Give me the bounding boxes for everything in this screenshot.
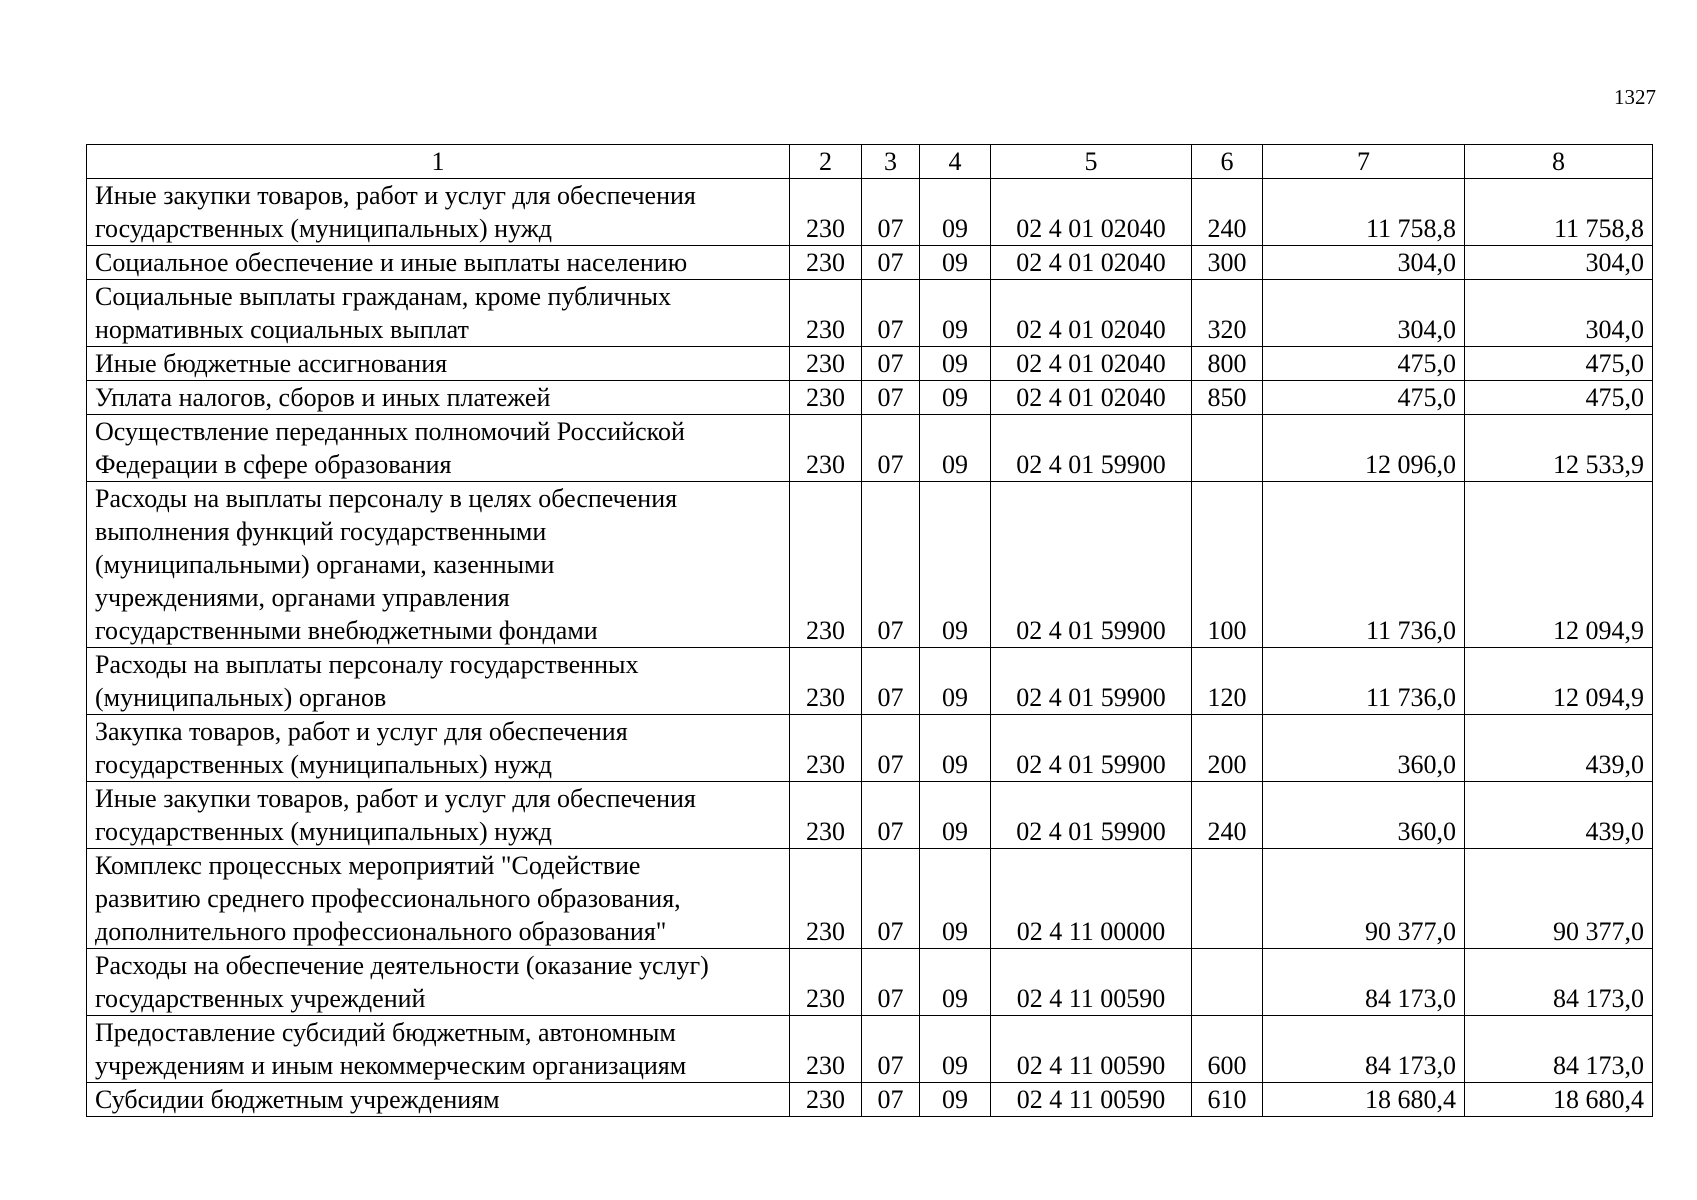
row-name-cell [87, 715, 790, 782]
table-row [87, 1083, 1653, 1117]
expense-type-cell: 850 [1192, 381, 1263, 415]
subsection-code-cell: 09 [920, 1083, 991, 1117]
gr-code-cell: 230 [790, 782, 862, 849]
amount-col8-cell: 475,0 [1465, 381, 1653, 415]
target-article-cell: 02 4 01 59900 [991, 782, 1192, 849]
section-code-cell: 07 [862, 347, 920, 381]
row-name-line: Предоставление субсидий бюджетным, автономным [95, 1018, 676, 1047]
expense-type-cell: 610 [1192, 1083, 1263, 1117]
row-name-line: Социальные выплаты гражданам, кроме публичных [95, 282, 671, 311]
row-name-line: государственных (муниципальных) нужд [95, 750, 552, 779]
header-cell-5: 5 [991, 145, 1192, 179]
subsection-code-cell: 09 [920, 849, 991, 949]
row-name-line: Иные закупки товаров, работ и услуг для обеспечения [95, 784, 696, 813]
row-name-cell [87, 949, 790, 1016]
expense-type-cell: 240 [1192, 782, 1263, 849]
section-code-cell: 07 [862, 949, 920, 1016]
section-code-cell: 07 [862, 1016, 920, 1083]
target-article-cell: 02 4 01 59900 [991, 715, 1192, 782]
header-cell-2: 2 [790, 145, 862, 179]
gr-code-cell: 230 [790, 347, 862, 381]
target-article-cell: 02 4 01 02040 [991, 280, 1192, 347]
row-name-line: Иные закупки товаров, работ и услуг для обеспечения [95, 181, 696, 210]
subsection-code-cell: 09 [920, 648, 991, 715]
subsection-code-cell: 09 [920, 415, 991, 482]
subsection-code-cell: 09 [920, 280, 991, 347]
row-name-cell [87, 246, 790, 280]
subsection-code-cell: 09 [920, 949, 991, 1016]
row-name-line: учреждениями, органами управления [95, 583, 510, 612]
amount-col8-cell: 12 094,9 [1465, 482, 1653, 648]
section-code-cell: 07 [862, 246, 920, 280]
gr-code-cell: 230 [790, 179, 862, 246]
target-article-cell: 02 4 01 02040 [991, 246, 1192, 280]
expense-type-cell [1192, 849, 1263, 949]
row-name-line: Иные бюджетные ассигнования [95, 349, 448, 378]
expense-type-cell: 200 [1192, 715, 1263, 782]
target-article-cell: 02 4 01 02040 [991, 381, 1192, 415]
gr-code-cell: 230 [790, 1016, 862, 1083]
amount-col8-cell: 439,0 [1465, 782, 1653, 849]
table-row [87, 415, 1653, 482]
row-name-line: дополнительного профессионального образования" [95, 917, 667, 946]
amount-col8-cell: 90 377,0 [1465, 849, 1653, 949]
row-name-line: Расходы на выплаты персоналу в целях обеспечения [95, 484, 678, 513]
row-name-cell [87, 280, 790, 347]
row-name-line: государственных (муниципальных) нужд [95, 817, 552, 846]
row-name-line: (муниципальных) органов [95, 683, 387, 712]
header-cell-7: 7 [1263, 145, 1465, 179]
section-code-cell: 07 [862, 482, 920, 648]
table-row [87, 280, 1653, 347]
row-name-cell [87, 782, 790, 849]
amount-col7-cell: 90 377,0 [1263, 849, 1465, 949]
expense-type-cell: 320 [1192, 280, 1263, 347]
header-cell-1: 1 [87, 145, 790, 179]
target-article-cell: 02 4 01 59900 [991, 415, 1192, 482]
table-row [87, 949, 1653, 1016]
header-cell-3: 3 [862, 145, 920, 179]
expense-type-cell: 300 [1192, 246, 1263, 280]
target-article-cell: 02 4 01 02040 [991, 347, 1192, 381]
amount-col7-cell: 12 096,0 [1263, 415, 1465, 482]
gr-code-cell: 230 [790, 949, 862, 1016]
expense-type-cell: 800 [1192, 347, 1263, 381]
amount-col8-cell: 475,0 [1465, 347, 1653, 381]
row-name-line: учреждениям и иным некоммерческим организациям [95, 1051, 687, 1080]
subsection-code-cell: 09 [920, 179, 991, 246]
amount-col7-cell: 360,0 [1263, 782, 1465, 849]
amount-col8-cell: 304,0 [1465, 280, 1653, 347]
row-name-cell [87, 1016, 790, 1083]
row-name-line: государственных (муниципальных) нужд [95, 214, 552, 243]
gr-code-cell: 230 [790, 381, 862, 415]
section-code-cell: 07 [862, 381, 920, 415]
subsection-code-cell: 09 [920, 1016, 991, 1083]
row-name-line: государственными внебюджетными фондами [95, 616, 598, 645]
amount-col8-cell: 12 094,9 [1465, 648, 1653, 715]
amount-col7-cell: 11 736,0 [1263, 482, 1465, 648]
amount-col8-cell: 84 173,0 [1465, 949, 1653, 1016]
subsection-code-cell: 09 [920, 482, 991, 648]
row-name-cell [87, 347, 790, 381]
section-code-cell: 07 [862, 782, 920, 849]
row-name-line: Социальное обеспечение и иные выплаты населению [95, 248, 688, 277]
table-row [87, 347, 1653, 381]
section-code-cell: 07 [862, 849, 920, 949]
expense-type-cell: 240 [1192, 179, 1263, 246]
amount-col7-cell: 475,0 [1263, 381, 1465, 415]
amount-col7-cell: 304,0 [1263, 246, 1465, 280]
row-name-line: развитию среднего профессионального образования, [95, 884, 681, 913]
row-name-cell [87, 482, 790, 648]
table-row [87, 715, 1653, 782]
row-name-line: Федерации в сфере образования [95, 450, 452, 479]
row-name-line: Субсидии бюджетным учреждениям [95, 1085, 500, 1114]
amount-col7-cell: 304,0 [1263, 280, 1465, 347]
header-cell-6: 6 [1192, 145, 1263, 179]
table-row [87, 179, 1653, 246]
row-name-cell [87, 381, 790, 415]
amount-col8-cell: 304,0 [1465, 246, 1653, 280]
target-article-cell: 02 4 01 59900 [991, 482, 1192, 648]
subsection-code-cell: 09 [920, 347, 991, 381]
row-name-line: Осуществление переданных полномочий Российской [95, 417, 685, 446]
section-code-cell: 07 [862, 648, 920, 715]
row-name-line: нормативных социальных выплат [95, 315, 469, 344]
row-name-line: Комплекс процессных мероприятий "Содействие [95, 851, 641, 880]
amount-col7-cell: 475,0 [1263, 347, 1465, 381]
row-name-line: Расходы на выплаты персоналу государственных [95, 650, 639, 679]
row-name-line: выполнения функций государственными [95, 517, 547, 546]
amount-col7-cell: 11 736,0 [1263, 648, 1465, 715]
subsection-code-cell: 09 [920, 381, 991, 415]
table-row [87, 381, 1653, 415]
amount-col7-cell: 18 680,4 [1263, 1083, 1465, 1117]
gr-code-cell: 230 [790, 415, 862, 482]
table-row [87, 482, 1653, 648]
gr-code-cell: 230 [790, 246, 862, 280]
gr-code-cell: 230 [790, 849, 862, 949]
row-name-line: Закупка товаров, работ и услуг для обеспечения [95, 717, 628, 746]
amount-col7-cell: 84 173,0 [1263, 1016, 1465, 1083]
row-name-cell [87, 179, 790, 246]
amount-col8-cell: 439,0 [1465, 715, 1653, 782]
gr-code-cell: 230 [790, 648, 862, 715]
row-name-line: (муниципальными) органами, казенными [95, 550, 555, 579]
amount-col8-cell: 11 758,8 [1465, 179, 1653, 246]
amount-col8-cell: 12 533,9 [1465, 415, 1653, 482]
row-name-line: государственных учреждений [95, 984, 426, 1013]
target-article-cell: 02 4 11 00590 [991, 1083, 1192, 1117]
target-article-cell: 02 4 11 00590 [991, 949, 1192, 1016]
amount-col8-cell: 18 680,4 [1465, 1083, 1653, 1117]
table-row [87, 246, 1653, 280]
section-code-cell: 07 [862, 280, 920, 347]
subsection-code-cell: 09 [920, 782, 991, 849]
section-code-cell: 07 [862, 415, 920, 482]
table-row [87, 1016, 1653, 1083]
row-name-line: Уплата налогов, сборов и иных платежей [95, 383, 551, 412]
table-row [87, 782, 1653, 849]
header-row [87, 145, 1653, 179]
header-cell-4: 4 [920, 145, 991, 179]
subsection-code-cell: 09 [920, 246, 991, 280]
gr-code-cell: 230 [790, 482, 862, 648]
gr-code-cell: 230 [790, 1083, 862, 1117]
amount-col7-cell: 11 758,8 [1263, 179, 1465, 246]
section-code-cell: 07 [862, 1083, 920, 1117]
table-body [87, 179, 1653, 1117]
amount-col7-cell: 360,0 [1263, 715, 1465, 782]
row-name-cell [87, 849, 790, 949]
section-code-cell: 07 [862, 715, 920, 782]
row-name-cell [87, 1083, 790, 1117]
amount-col8-cell: 84 173,0 [1465, 1016, 1653, 1083]
budget-table [86, 144, 1653, 1117]
row-name-line: Расходы на обеспечение деятельности (оказание услуг) [95, 951, 709, 980]
expense-type-cell: 120 [1192, 648, 1263, 715]
section-code-cell: 07 [862, 179, 920, 246]
row-name-cell [87, 648, 790, 715]
subsection-code-cell: 09 [920, 715, 991, 782]
target-article-cell: 02 4 01 02040 [991, 179, 1192, 246]
expense-type-cell [1192, 415, 1263, 482]
target-article-cell: 02 4 11 00000 [991, 849, 1192, 949]
gr-code-cell: 230 [790, 715, 862, 782]
expense-type-cell: 600 [1192, 1016, 1263, 1083]
row-name-cell [87, 415, 790, 482]
header-cell-8: 8 [1465, 145, 1653, 179]
target-article-cell: 02 4 01 59900 [991, 648, 1192, 715]
expense-type-cell: 100 [1192, 482, 1263, 648]
page-number: 1327 [1614, 85, 1656, 109]
table-row [87, 849, 1653, 949]
expense-type-cell [1192, 949, 1263, 1016]
table-row [87, 648, 1653, 715]
gr-code-cell: 230 [790, 280, 862, 347]
amount-col7-cell: 84 173,0 [1263, 949, 1465, 1016]
target-article-cell: 02 4 11 00590 [991, 1016, 1192, 1083]
